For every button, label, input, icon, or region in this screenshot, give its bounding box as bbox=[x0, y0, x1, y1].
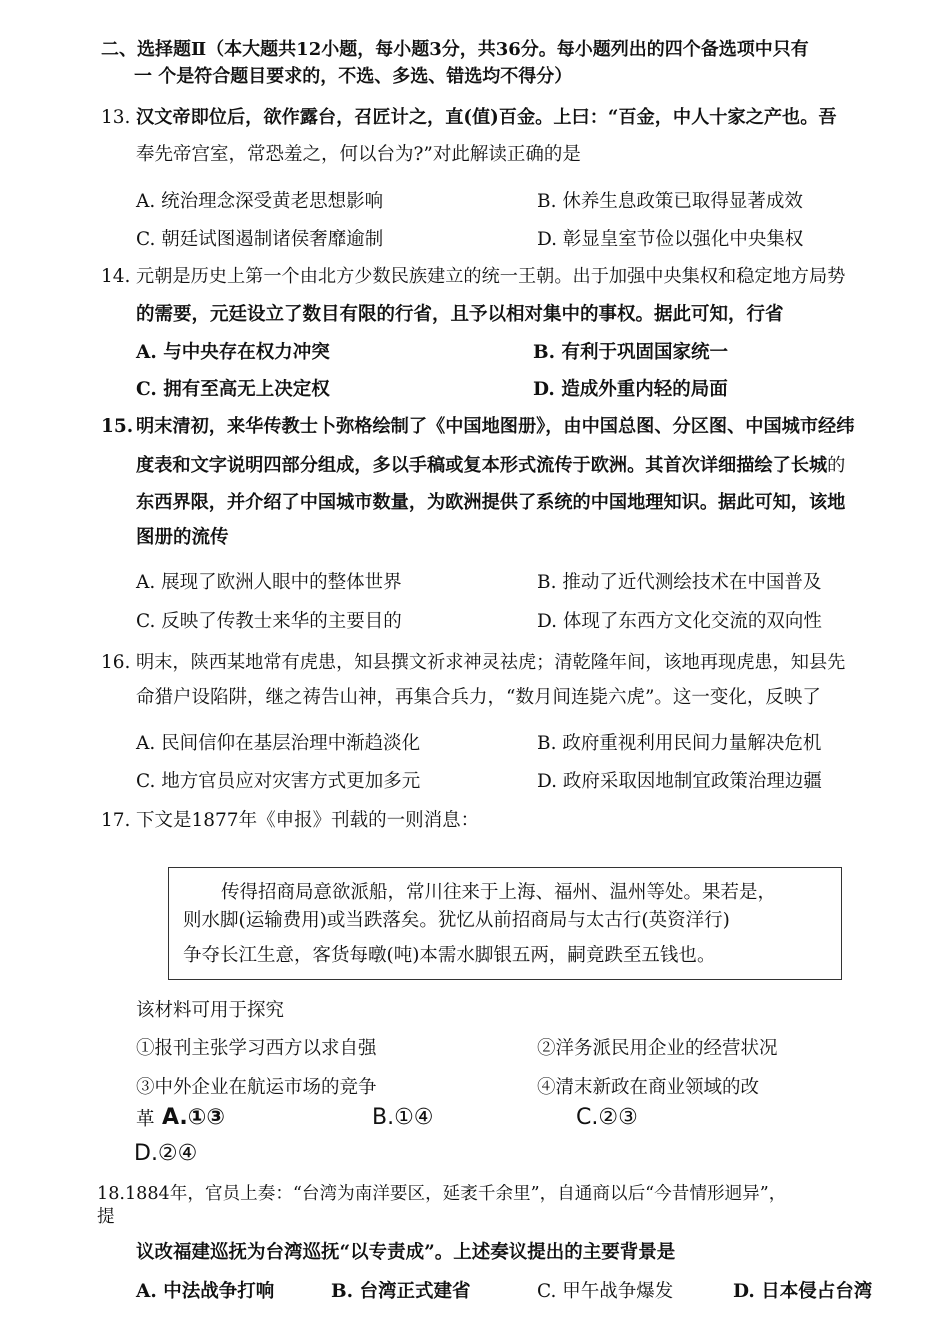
q14-option-a[interactable]: A. 与中央存在权力冲突 bbox=[136, 342, 330, 363]
q14-option-b[interactable]: B. 有利于巩固国家统一 bbox=[533, 342, 729, 363]
q15-stem-line4: 图册的流传 bbox=[136, 527, 229, 548]
q16-option-a[interactable]: A. 民间信仰在基层治理中渐趋淡化 bbox=[136, 733, 421, 754]
q13-option-c[interactable]: C. 朝廷试图遏制诸侯奢靡逾制 bbox=[136, 229, 384, 250]
q18-option-d[interactable]: D. 日本侵占台湾 bbox=[733, 1281, 873, 1302]
q18-option-c[interactable]: C. 甲午战争爆发 bbox=[537, 1281, 674, 1302]
q15-option-b[interactable]: B. 推动了近代测绘技术在中国普及 bbox=[537, 572, 822, 593]
q17-option-c[interactable]: C.②③ bbox=[576, 1105, 638, 1130]
q14-option-d[interactable]: D. 造成外重内轻的局面 bbox=[533, 379, 728, 400]
q18-stem-line2: 议改福建巡抚为台湾巡抚“以专责成”。上述奏议提出的主要背景是 bbox=[136, 1242, 676, 1263]
q15-stem-line3: 东西界限，并介绍了中国城市数量，为欧洲提供了系统的中国地理知识。据此可知，该地 bbox=[136, 492, 846, 513]
q17-item-1: ①报刊主张学习西方以求自强 bbox=[136, 1038, 377, 1059]
q14-stem-line2: 的需要，元廷设立了数目有限的行省，且予以相对集中的事权。据此可知，行省 bbox=[136, 304, 784, 325]
q15-option-c[interactable]: C. 反映了传教士来华的主要目的 bbox=[136, 611, 402, 632]
q17-item-4-tail: 革 bbox=[136, 1109, 155, 1130]
q13-stem-line2: 奉先帝宫室，常恐羞之，何以台为?”对此解读正确的是 bbox=[136, 144, 581, 165]
q17-source-box bbox=[168, 867, 842, 980]
q15-number: 15. bbox=[101, 416, 134, 437]
q17-source-line1: 传得招商局意欲派船，常川往来于上海、福州、温州等处。果若是， bbox=[221, 882, 777, 903]
q15-stem-line2 bbox=[136, 453, 845, 479]
q14-number: 14. bbox=[101, 266, 131, 287]
q17-stem-line1: 下文是1877年《申报》刊载的一则消息： bbox=[136, 810, 480, 831]
q17-option-b[interactable]: B.①④ bbox=[372, 1105, 434, 1130]
q15-option-a[interactable]: A. 展现了欧洲人眼中的整体世界 bbox=[136, 572, 402, 593]
q13-option-a[interactable]: A. 统治理念深受黄老思想影响 bbox=[136, 191, 384, 212]
section-heading-line1: 二、选择题Ⅱ（本大题共12小题，每小题3分，共36分。每小题列出的四个备选项中只有 bbox=[101, 39, 809, 60]
q15-stem-line2-tail: 的 bbox=[827, 455, 846, 476]
q17-source-line2: 则水脚(运输费用)或当跌落矣。犹忆从前招商局与太古行(英资洋行) bbox=[183, 910, 730, 931]
q16-stem-line1: 明末，陕西某地常有虎患，知县撰文祈求神灵祛虎；清乾隆年间，该地再现虎患，知县先 bbox=[136, 652, 846, 673]
q17-item-2: ②洋务派民用企业的经营状况 bbox=[537, 1038, 778, 1059]
section-heading-line2: 一 个是符合题目要求的，不选、多选、错选均不得分） bbox=[134, 66, 573, 87]
q16-option-b[interactable]: B. 政府重视利用民间力量解决危机 bbox=[537, 733, 822, 754]
q17-question: 该材料可用于探究 bbox=[136, 1000, 285, 1021]
q13-option-b[interactable]: B. 休养生息政策已取得显著成效 bbox=[537, 191, 803, 212]
q14-stem-line1: 元朝是历史上第一个由北方少数民族建立的统一王朝。出于加强中央集权和稳定地方局势 bbox=[136, 266, 846, 287]
q13-stem-line1: 汉文帝即位后，欲作露台，召匠计之，直(值)百金。上曰：“百金，中人十家之产也。吾 bbox=[136, 107, 837, 128]
q18-option-b[interactable]: B. 台湾正式建省 bbox=[331, 1281, 471, 1302]
q16-option-c[interactable]: C. 地方官员应对灾害方式更加多元 bbox=[136, 771, 421, 792]
q13-option-d[interactable]: D. 彰显皇室节俭以强化中央集权 bbox=[537, 229, 804, 250]
q18-stem-line1: 18.1884年，官员上奏：“台湾为南洋要区，延袤千余里”，自通商以后“今昔情形迥异”， bbox=[97, 1184, 787, 1204]
q17-item-4: ④清末新政在商业领域的改 bbox=[537, 1077, 760, 1098]
q14-option-c[interactable]: C. 拥有至高无上决定权 bbox=[136, 379, 330, 400]
q17-option-d[interactable]: D.②④ bbox=[134, 1141, 198, 1166]
q16-number: 16. bbox=[101, 652, 131, 673]
q15-stem-line2-bold: 度表和文字说明四部分组成，多以手稿或复本形式流传于欧洲。其首次详细描绘了长城 bbox=[136, 455, 828, 476]
q17-source-line3: 争夺长江生意，客货每暾(吨)本需水脚银五两，嗣竟跌至五钱也。 bbox=[183, 945, 716, 966]
q13-number: 13. bbox=[101, 107, 131, 128]
q15-option-d[interactable]: D. 体现了东西方文化交流的双向性 bbox=[537, 611, 822, 632]
q17-number: 17. bbox=[101, 810, 131, 831]
q18-stem-line1-tail: 提 bbox=[97, 1207, 115, 1227]
q18-option-a[interactable]: A. 中法战争打响 bbox=[136, 1281, 275, 1302]
q15-stem-line1: 明末清初，来华传教士卜弥格绘制了《中国地图册》，由中国总图、分区图、中国城市经纬 bbox=[136, 416, 855, 437]
q16-stem-line2: 命猎户设陷阱，继之祷告山神，再集合兵力，“数月间连毙六虎”。这一变化，反映了 bbox=[136, 687, 821, 708]
q17-item-3: ③中外企业在航运市场的竞争 bbox=[136, 1077, 377, 1098]
q16-option-d[interactable]: D. 政府采取因地制宜政策治理边疆 bbox=[537, 771, 822, 792]
q17-option-a[interactable]: A.①③ bbox=[162, 1105, 226, 1130]
